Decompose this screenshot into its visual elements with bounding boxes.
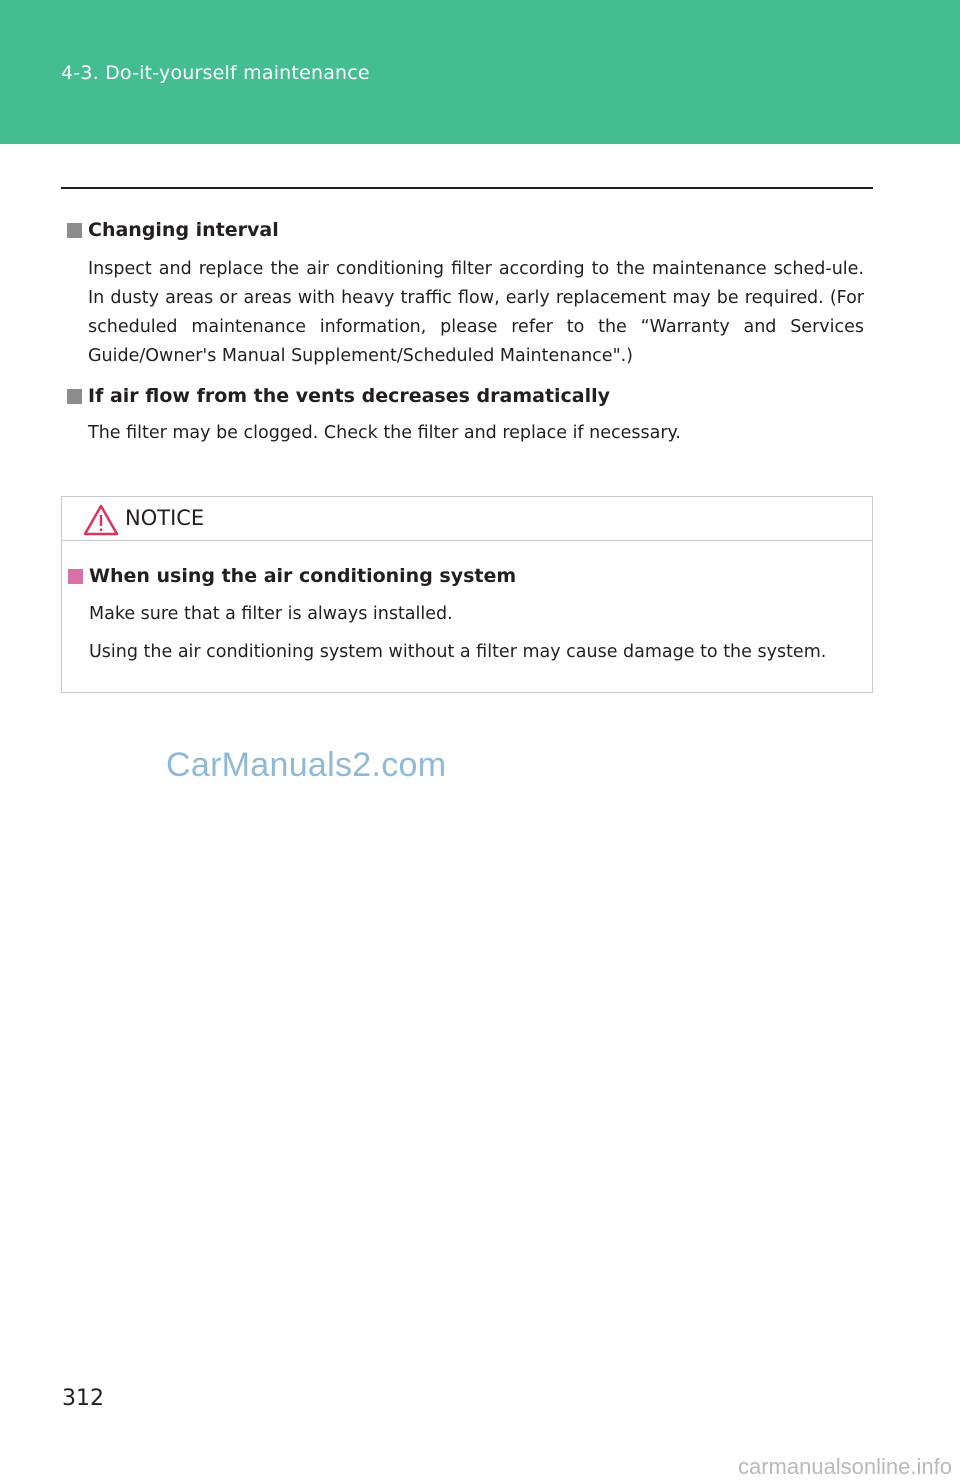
notice-label: NOTICE [125,506,205,530]
footer-link[interactable]: carmanualsonline.info [737,1454,952,1479]
notice-line: Make sure that a filter is always installed. [89,604,453,624]
notice-content [68,563,865,665]
square-bullet-icon [67,389,82,404]
notice-box [61,496,873,693]
notice-heading-text: When using the air conditioning system [89,565,517,587]
notice-line: Using the air conditioning system without a filter may cause damage to the system. [89,642,827,662]
square-bullet-icon [67,223,82,238]
square-bullet-icon [68,569,83,584]
section-heading [67,217,864,243]
top-divider [61,187,873,189]
watermark: CarManuals2.com [166,746,447,784]
section-title: 4-3. Do-it-yourself maintenance [61,62,370,84]
section-heading-text: Changing interval [88,219,279,241]
section-heading-text: If air flow from the vents decreases dramatically [88,385,611,407]
section-changing-interval [67,217,864,371]
notice-header [62,497,872,541]
section-air-flow [67,383,864,448]
section-body: Inspect and replace the air conditioning filter according to the maintenance sched-ule. In dusty areas or areas with heavy traffic flow, early replacement may be required. (For scheduled maintenance information, please refer to the “Warranty and Services Guide/Owner's Manual Supplement/Scheduled Maintenance".) [88,259,864,366]
section-body: The filter may be clogged. Check the filter and replace if necessary. [88,423,681,443]
notice-heading [68,563,865,589]
page-number: 312 [62,1386,104,1411]
warning-triangle-icon [83,504,119,536]
section-heading [67,383,864,409]
